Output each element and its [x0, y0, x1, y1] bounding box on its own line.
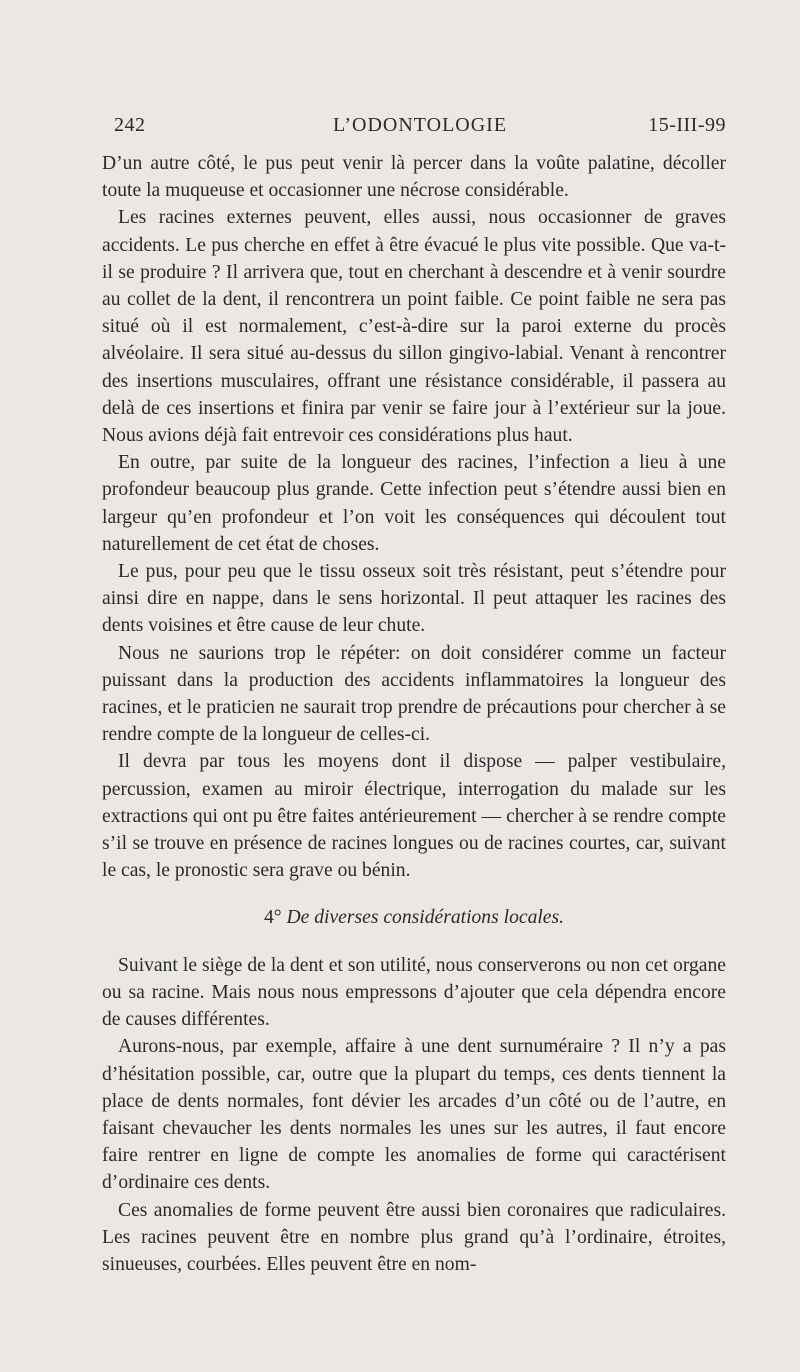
paragraph: Ces anomalies de forme peuvent être aussi bien coronaires que radiculaires. Les racines peuvent être en nombre plus grand qu’à l’ordinaire, étroites, sinueuses, courbées. Elles peuvent être en nom-: [102, 1199, 726, 1275]
paragraph: En outre, par suite de la longueur des racines, l’infection a lieu à une profondeur beaucoup plus grande. Cette infection peut s’étendre aussi bien en largeur qu’en profondeur et l’on voit les conséquences qui découlent tout naturellement de cet état de choses.: [102, 452, 726, 555]
running-head: [114, 114, 726, 144]
paragraph: Suivant le siège de la dent et son utilité, nous conserverons ou non cet organe ou sa racine. Mais nous nous empressons d’ajouter que cela dépendra encore de causes différentes.: [102, 954, 726, 1031]
paragraph: Aurons-nous, par exemple, affaire à une dent surnuméraire ? Il n’y a pas d’hésitation possible, car, outre que la plupart du temps, ces dents tiennent la place de dents normales, font dévier les arcades d’un côté ou de l’autre, en faisant chevaucher les dents normales les unes sur les autres, il faut encore faire rentrer en ligne de compte les anomalies de forme qui caractérisent d’ordinaire ces dents.: [102, 1036, 726, 1194]
paragraph: Il devra par tous les moyens dont il dispose — palper vestibulaire, percussion, examen au miroir électrique, interrogation du malade sur les extractions qui ont pu être faites antérieurement — chercher à se rendre compte s’il se trouve en présence de racines longues ou de racines courtes, car, suivant le cas, le pronostic sera grave ou bénin.: [102, 751, 726, 882]
page-number: 242: [114, 114, 146, 136]
paragraph: Les racines externes peuvent, elles aussi, nous occasionner de graves accidents. Le pus cherche en effet à être évacué le plus vite possible. Que va-t-il se produire ? Il arrivera que, tout en cherchant à descendre et à venir sourdre au collet de la dent, il rencontrera un point faible. Ce point faible ne sera pas situé où il est normalement, c’est-à-dire sur la paroi externe du procès alvéolaire. Il sera situé au-dessus du sillon gingivo-labial. Venant à rencontrer des insertions musculaires, offrant une résistance considérable, il passera au delà de ces insertions et finira par venir se faire jour à l’extérieur sur la joue. Nous avions déjà fait entrevoir ces considérations plus haut.: [102, 207, 726, 447]
paragraph: D’un autre côté, le pus peut venir là percer dans la voûte palatine, décoller toute la muqueuse et occasionner une nécrose considérable.: [102, 153, 726, 202]
section-number: 4°: [263, 907, 282, 929]
paragraph: Nous ne saurions trop le répéter: on doit considérer comme un facteur puissant dans la production des accidents inflammatoires la longueur des racines, et le praticien ne saurait trop prendre de précautions pour chercher à se rendre compte de la longueur de celles-ci.: [102, 642, 726, 746]
journal-title: L’ODONTOLOGIE: [332, 114, 508, 136]
issue-date: 15-III-99: [648, 114, 726, 136]
paragraph: Le pus, pour peu que le tissu osseux soit très résistant, peut s’étendre pour ainsi dire en nappe, dans le sens horizontal. Il peut attaquer les racines des dents voisines et être cause de leur chute.: [102, 561, 726, 637]
body-text: [102, 150, 726, 1278]
section-heading: [102, 904, 726, 931]
section-title: De diverses considérations locales.: [286, 907, 565, 929]
